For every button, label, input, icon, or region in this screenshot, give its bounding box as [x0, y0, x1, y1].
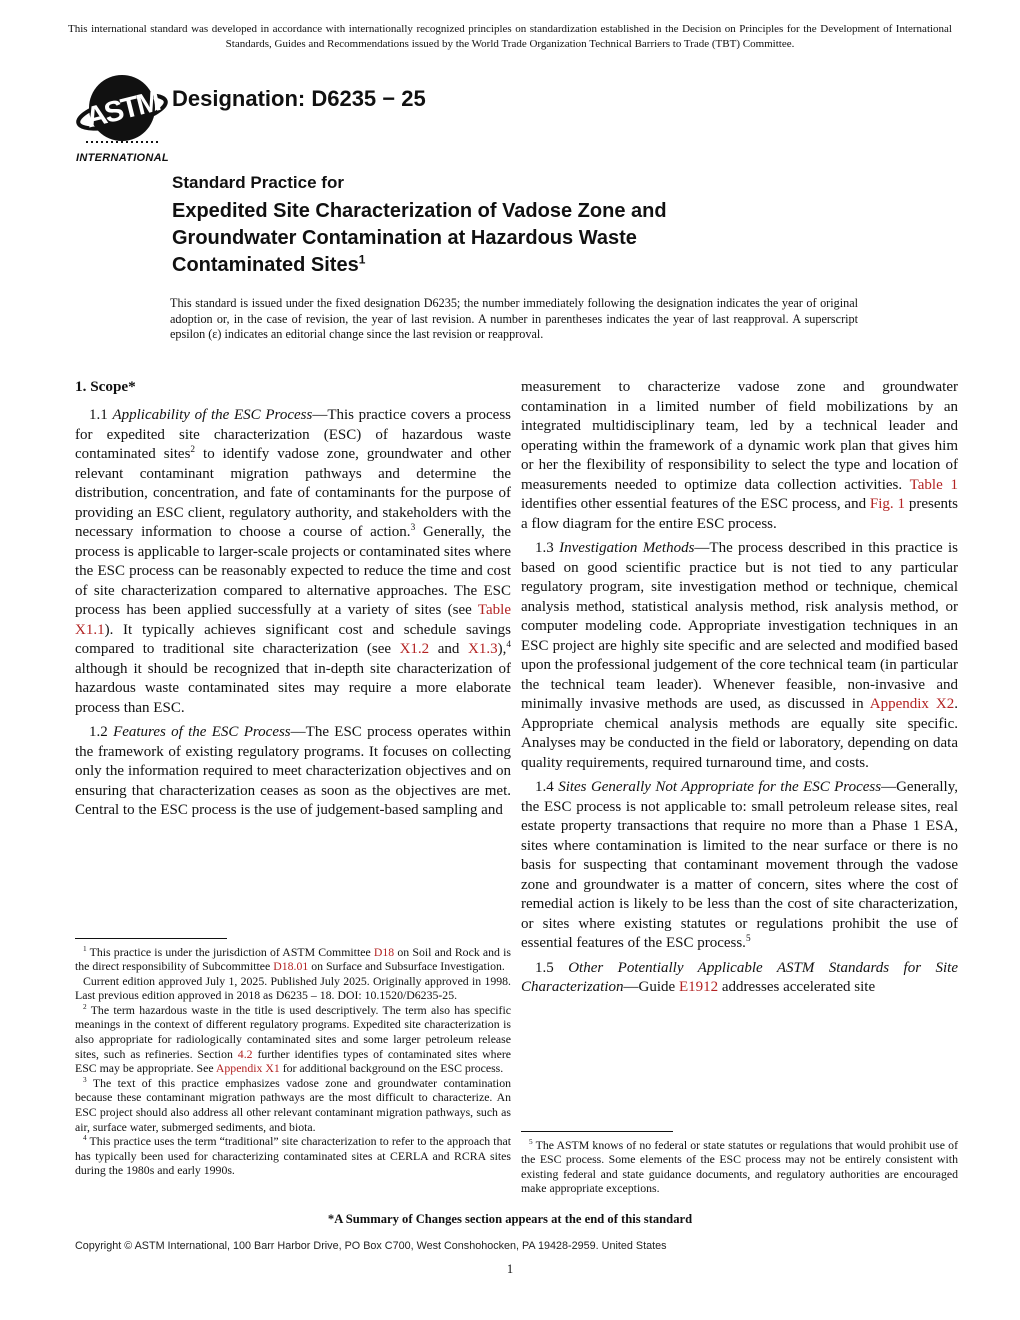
- text-segment: addresses accelerated site: [718, 979, 876, 995]
- footnote-rule: [521, 1131, 673, 1132]
- text-segment: on Soil and Rock and is the direct responsibility of Subcommittee: [75, 944, 511, 974]
- page-title: [172, 198, 882, 279]
- text-segment: ),: [497, 641, 507, 657]
- link-appendix-x1[interactable]: Appendix X1: [215, 1061, 280, 1076]
- page-number: 1: [506, 1262, 514, 1276]
- text-segment: and: [429, 641, 468, 657]
- text-segment: 1.3: [535, 540, 560, 556]
- text-segment: Investigation Methods: [559, 540, 695, 556]
- link-fig-1[interactable]: Fig. 1: [869, 496, 906, 512]
- footnote-ref: 4: [506, 640, 511, 650]
- issuance-note: This standard is issued under the fixed designation D6235; the number immediately following the designation indicates the year of original adoption or, in the case of revision, the year of last revision. A number in parentheses indicates the year of last reapproval. A superscript epsilon (ε) indicates an editorial change since the last revision or reapproval.: [170, 296, 858, 342]
- footnote-2: [75, 1003, 511, 1076]
- astm-logo-international: INTERNATIONAL: [76, 152, 169, 164]
- footnotes-right: [521, 1131, 958, 1196]
- link-table-1[interactable]: Table 1: [909, 476, 958, 493]
- footnote-ref: 2: [190, 445, 196, 455]
- footnote-1-edition: [75, 974, 511, 1003]
- link-d18[interactable]: D18: [373, 944, 395, 959]
- paragraph-1-1: [75, 406, 511, 718]
- text-segment: for additional background on the ESC process.: [279, 1061, 504, 1076]
- text-segment: The text of this practice emphasizes vadose zone and groundwater contamination because these contaminant migration pathways are the most difficult to characterize. An ESC project should also address all other relevant contaminant migration pathways, such as air, surface water, submerged sediments, and biota.: [75, 1075, 511, 1134]
- text-segment: The ASTM knows of no federal or state statutes or regulations that would prohibit use of the ESC process. Some elements of the ESC process may not be entirely consistent with existing federal and state guidance documents, and regulatory authorities are encouraged make appropriate exceptions.: [521, 1137, 958, 1196]
- paragraph-1-2: [75, 723, 511, 821]
- title-footnote-ref: 1: [358, 252, 366, 267]
- right-column: [521, 378, 958, 1196]
- text-segment: further identifies types of contaminated sites where ESC may be appropriate. See: [75, 1046, 511, 1076]
- text-segment: —This practice covers a process for expedited site characterization (ESC) of hazardous waste contaminated sites: [75, 407, 512, 462]
- footnote-ref: 2: [83, 1001, 87, 1011]
- footnote-rule: [75, 938, 227, 939]
- section-heading-scope: 1. Scope*: [75, 378, 136, 395]
- paragraph-1-3: [521, 539, 958, 773]
- link-x1-3[interactable]: X1.3: [467, 641, 498, 657]
- text-segment: identifies other essential features of the ESC process, and: [521, 496, 870, 512]
- copyright-line: Copyright © ASTM International, 100 Barr Harbor Drive, PO Box C700, West Conshohocken, PA 19428-2959. United States: [75, 1240, 667, 1252]
- footnotes-left: [75, 938, 511, 1179]
- title-line-2: Groundwater Contamination at Hazardous Waste: [172, 227, 637, 249]
- text-segment: Applicability of the ESC Process: [112, 407, 313, 423]
- text-segment: ). It typically achieves significant cost and schedule savings compared to traditional site characterization (see: [75, 621, 511, 657]
- text-segment: —Guide: [623, 979, 679, 995]
- title-line-3: Contaminated Sites: [172, 254, 359, 276]
- text-segment: This practice uses the term “traditional” site characterization to refer to the approach that has typically been used for characterizing contaminated sites at CERLA and RCRA sites during the 1980s and early 1990s.: [75, 1134, 511, 1178]
- footnote-ref: 3: [410, 523, 416, 533]
- link-d18-01[interactable]: D18.01: [273, 959, 309, 974]
- text-segment: 1.5: [535, 959, 569, 976]
- link-table-x1-1[interactable]: Table X1.1: [75, 602, 511, 638]
- text-segment: Other Potentially Applicable ASTM Standards for Site Characterization: [521, 959, 958, 995]
- text-segment: —The process described in this practice is based on good scientific practice but is not tied to any particular regulatory program, site investigation method or technique, chemical analysis method, statistical analysis method, risk analysis method, or computer modeling code. Appropriate investigation techniques in an ESC project are highly site specific and are selected and modified based upon the professional judgement of the core technical team (in particular the technical team leader). Whenever feasible, non-invasive and minimally invasive methods are used, as discussed in: [521, 540, 958, 712]
- text-segment: presents a flow diagram for the entire ESC process.: [521, 496, 958, 532]
- footnote-ref: 5: [745, 934, 751, 944]
- text-segment: This practice is under the jurisdiction of ASTM Committee: [86, 944, 374, 959]
- summary-of-changes-note: *A Summary of Changes section appears at the end of this standard: [327, 1212, 693, 1226]
- footnote-1: [75, 945, 511, 974]
- footnote-3: [75, 1076, 511, 1134]
- left-column: [75, 378, 511, 1178]
- text-segment: 1.4: [535, 779, 559, 795]
- footnote-ref: 1: [83, 943, 87, 953]
- link-e1912[interactable]: E1912: [678, 979, 719, 995]
- title-block: [172, 173, 882, 279]
- text-segment: Sites Generally Not Appropriate for the ESC Process: [558, 779, 882, 795]
- footnote-5: [521, 1138, 958, 1196]
- footnote-ref: 3: [83, 1074, 87, 1084]
- footnote-4: [75, 1134, 511, 1178]
- title-eyebrow: Standard Practice for: [172, 173, 344, 192]
- text-segment: measurement to characterize vadose zone and groundwater contamination in a limited number of field mobilizations by an integrated multidisciplinary team, led by a technical leader and operating within the framework of a dynamic work plan that gives him or her the flexibility of responsibility to select the type and location of measurements needed to optimize data collection activities.: [521, 379, 958, 493]
- text-segment: on Surface and Subsurface Investigation.: [308, 959, 505, 974]
- text-segment: 1.1: [89, 407, 113, 423]
- text-segment: although it should be recognized that in-depth site characterization of hazardous waste contaminated sites may require a more elaborate process than ESC.: [75, 660, 511, 716]
- paragraph-1-4: [521, 778, 958, 954]
- text-segment: Current edition approved July 1, 2025. Published July 2025. Originally approved in 1998. Last previous edition approved in 2018 as D6235 – 18. DOI: 10.1520/D6235-25.: [75, 973, 511, 1003]
- astm-logo: [76, 72, 176, 164]
- text-segment: Features of the ESC Process: [113, 724, 291, 740]
- text-segment: . Appropriate chemical analysis methods are equally site specific. Analyses may be conducted in the field or laboratory, depending on data quality requirements, required turnaround time, and costs.: [521, 696, 958, 771]
- text-segment: to identify vadose zone, groundwater and other relevant contaminant migration pathways and determine the distribution, concentration, and fate of contaminants for the purpose of providing an ESC client, regulatory authority, and stakeholders with the necessary information to choose a course of action.: [75, 446, 512, 540]
- text-segment: —The ESC process operates within the framework of existing regulatory programs. It focuses on collecting only the information required to meet characterization objectives and on ensuring that characterization ceases as soon as the objectives are met. Central to the ESC process is the use of judgement-based sampling and: [75, 724, 512, 818]
- link-4-2[interactable]: 4.2: [237, 1046, 253, 1061]
- paragraph-1-5: [521, 959, 958, 998]
- wto-notice: This international standard was developed in accordance with internationally recognized principles on standardization established in the Decision on Principles for the Development of International Standards, Guides and Recommendations issued by the World Trade Organization Technical Barriers to Trade (TBT) Committee.: [68, 23, 952, 50]
- footnote-ref: 4: [83, 1133, 87, 1143]
- link-appendix-x2[interactable]: Appendix X2: [869, 696, 955, 712]
- footnote-ref: 5: [529, 1136, 533, 1146]
- svg-text:ASTM: ASTM: [82, 85, 163, 135]
- astm-globe-icon: [76, 72, 168, 146]
- link-x1-2[interactable]: X1.2: [399, 641, 430, 657]
- text-segment: Generally, the process is applicable to larger-scale projects or contaminated sites where the ESC process can be reasonably expected to reduce the time and cost of site characterization compared to alternative approaches. The ESC process has been applied successfully at a variety of sites (see: [75, 524, 512, 618]
- title-line-1: Expedited Site Characterization of Vadose Zone and: [172, 200, 667, 222]
- text-segment: The term hazardous waste in the title is used descriptively. The term also has specific meanings in the context of different regulatory programs. Expedited site characterization is also appropriate for radiologically contaminated sites and some larger petroleum release sites, such as refineries. Section: [75, 1002, 511, 1061]
- text-segment: 1.2: [89, 724, 114, 740]
- designation: Designation: D6235 − 25: [172, 86, 426, 111]
- text-segment: —Generally, the ESC process is not applicable to: small petroleum release sites, real estate property transactions that require no more than a Phase 1 ESA, sites where contamination is limited to the near surface or there is no basis for suspecting that contaminant movement through the vadose zone and groundwater is a matter of concern, sites where the cost of remedial action is likely to be less than the cost of site characterization, or sites where existing statutes or regulations prohibit the use of essential features of the ESC process.: [521, 779, 959, 951]
- paragraph-1-2-continued: [521, 378, 958, 534]
